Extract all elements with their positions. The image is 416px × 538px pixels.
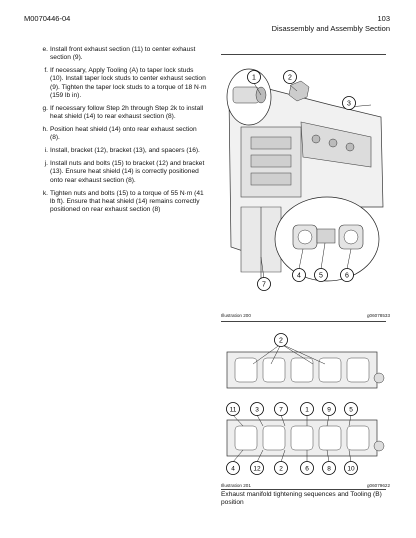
figure1-caption: Illustration 200 — [221, 313, 251, 318]
illustration-200 — [221, 57, 391, 309]
sequence-top-1 — [301, 403, 314, 416]
callout-1 — [248, 71, 261, 84]
sequence-top-11 — [227, 403, 240, 416]
svg-text:2: 2 — [279, 465, 283, 473]
sequence-top-3 — [251, 403, 264, 416]
sequence-bottom-12 — [251, 462, 264, 475]
svg-text:3: 3 — [255, 406, 259, 414]
sequence-bottom-2 — [275, 462, 288, 475]
step-text: If necessary, Apply Tooling (A) to taper lock studs (10). Install taper lock studs to center exhaust section (9). Tighten the taper lock studs to a torque of 18 N·m (159 lb in). — [50, 67, 207, 99]
figure2-caption: Illustration 201 — [221, 483, 251, 488]
svg-text:1: 1 — [252, 74, 256, 82]
svg-text:7: 7 — [279, 406, 283, 414]
section-title: Disassembly and Assembly Section — [271, 24, 390, 33]
svg-text:6: 6 — [305, 465, 309, 473]
step-text: Install front exhaust section (11) to center exhaust section (9). — [50, 46, 196, 62]
step-h: h. Position heat shield (14) onto rear exhaust section (8). — [42, 126, 197, 142]
step-e: e. Install front exhaust section (11) to center exhaust section (9). — [42, 46, 196, 62]
callout-3 — [343, 97, 356, 110]
sequence-top-9 — [323, 403, 336, 416]
illustration-201 — [221, 330, 391, 480]
callout-2 — [284, 71, 297, 84]
figure2-title: Exhaust manifold tightening sequences and Tooling (B) position — [221, 491, 382, 506]
svg-text:4: 4 — [231, 465, 235, 473]
svg-text:1: 1 — [305, 406, 309, 414]
step-f: f. If necessary, Apply Tooling (A) to taper lock studs (10). Install taper lock studs to center exhaust section (9). Tighten the taper lock studs to a torque of 18 N·m (159 lb in). — [44, 67, 207, 99]
svg-text:8: 8 — [327, 465, 331, 473]
document-id: M0070446-04 — [24, 14, 71, 23]
callout-5 — [315, 269, 328, 282]
figure1-bottom-rule — [221, 321, 386, 322]
callout-6 — [341, 269, 354, 282]
step-g: g. If necessary follow Step 2h through Step 2k to install heat shield (14) to rear exhaust section (8). — [42, 104, 204, 121]
svg-text:2: 2 — [279, 337, 283, 345]
sequence-bottom-4 — [227, 462, 240, 475]
step-text: Position heat shield (14) onto rear exhaust section (8). — [50, 126, 197, 142]
svg-text:2: 2 — [288, 74, 292, 82]
sequence-bottom-6 — [301, 462, 314, 475]
svg-text:12: 12 — [253, 465, 261, 473]
step-text: Install, bracket (12), bracket (13), and spacers (16). — [50, 147, 200, 155]
svg-text:9: 9 — [327, 406, 331, 414]
step-text: If necessary follow Step 2h through Step 2k to install heat shield (14) to rear exhaust section (8). — [50, 104, 204, 121]
figure1-top-rule — [221, 54, 386, 55]
procedure-steps — [22, 46, 208, 219]
sequence-bottom-10 — [345, 462, 358, 475]
callout-7 — [258, 278, 271, 291]
svg-text:4: 4 — [297, 272, 301, 280]
step-text: Install nuts and bolts (15) to bracket (12) and bracket (13). Ensure heat shield (14) is correctly positioned onto rear exhaust section (8). — [50, 160, 205, 184]
svg-text:6: 6 — [345, 272, 349, 280]
svg-text:7: 7 — [262, 281, 266, 289]
step-i: i. Install, bracket (12), bracket (13), and spacers (16). — [44, 147, 200, 155]
svg-text:3: 3 — [347, 100, 351, 108]
svg-text:5: 5 — [319, 272, 323, 280]
exhaust-assembly-drawing — [221, 57, 391, 309]
callout-2-top — [275, 334, 288, 347]
sequence-top-7 — [275, 403, 288, 416]
page-header-right — [272, 14, 390, 34]
svg-text:10: 10 — [347, 465, 355, 473]
step-text: Tighten nuts and bolts (15) to a torque of 55 N·m (41 lb ft). Ensure that heat shield (14) remains correctly positioned on rear exhaust section (8) — [50, 189, 204, 214]
step-k: k. Tighten nuts and bolts (15) to a torque of 55 N·m (41 lb ft). Ensure that heat shield (14) remains correctly positioned on rear exhaust section (8) — [42, 189, 204, 214]
page-number: 103 — [377, 14, 390, 23]
step-j: j. Install nuts and bolts (15) to bracket (12) and bracket (13). Ensure heat shield (14) is correctly positioned onto rear exhaust section (8). — [44, 160, 205, 184]
callout-4 — [293, 269, 306, 282]
sequence-bottom-8 — [323, 462, 336, 475]
figure1-image-id: g06078533 — [367, 313, 390, 318]
svg-text:5: 5 — [349, 406, 353, 414]
sequence-top-5 — [345, 403, 358, 416]
svg-text:11: 11 — [229, 406, 237, 414]
figure2-rule — [221, 489, 386, 490]
tightening-sequence-drawing — [221, 330, 391, 480]
figure2-image-id: g06079622 — [367, 483, 390, 488]
